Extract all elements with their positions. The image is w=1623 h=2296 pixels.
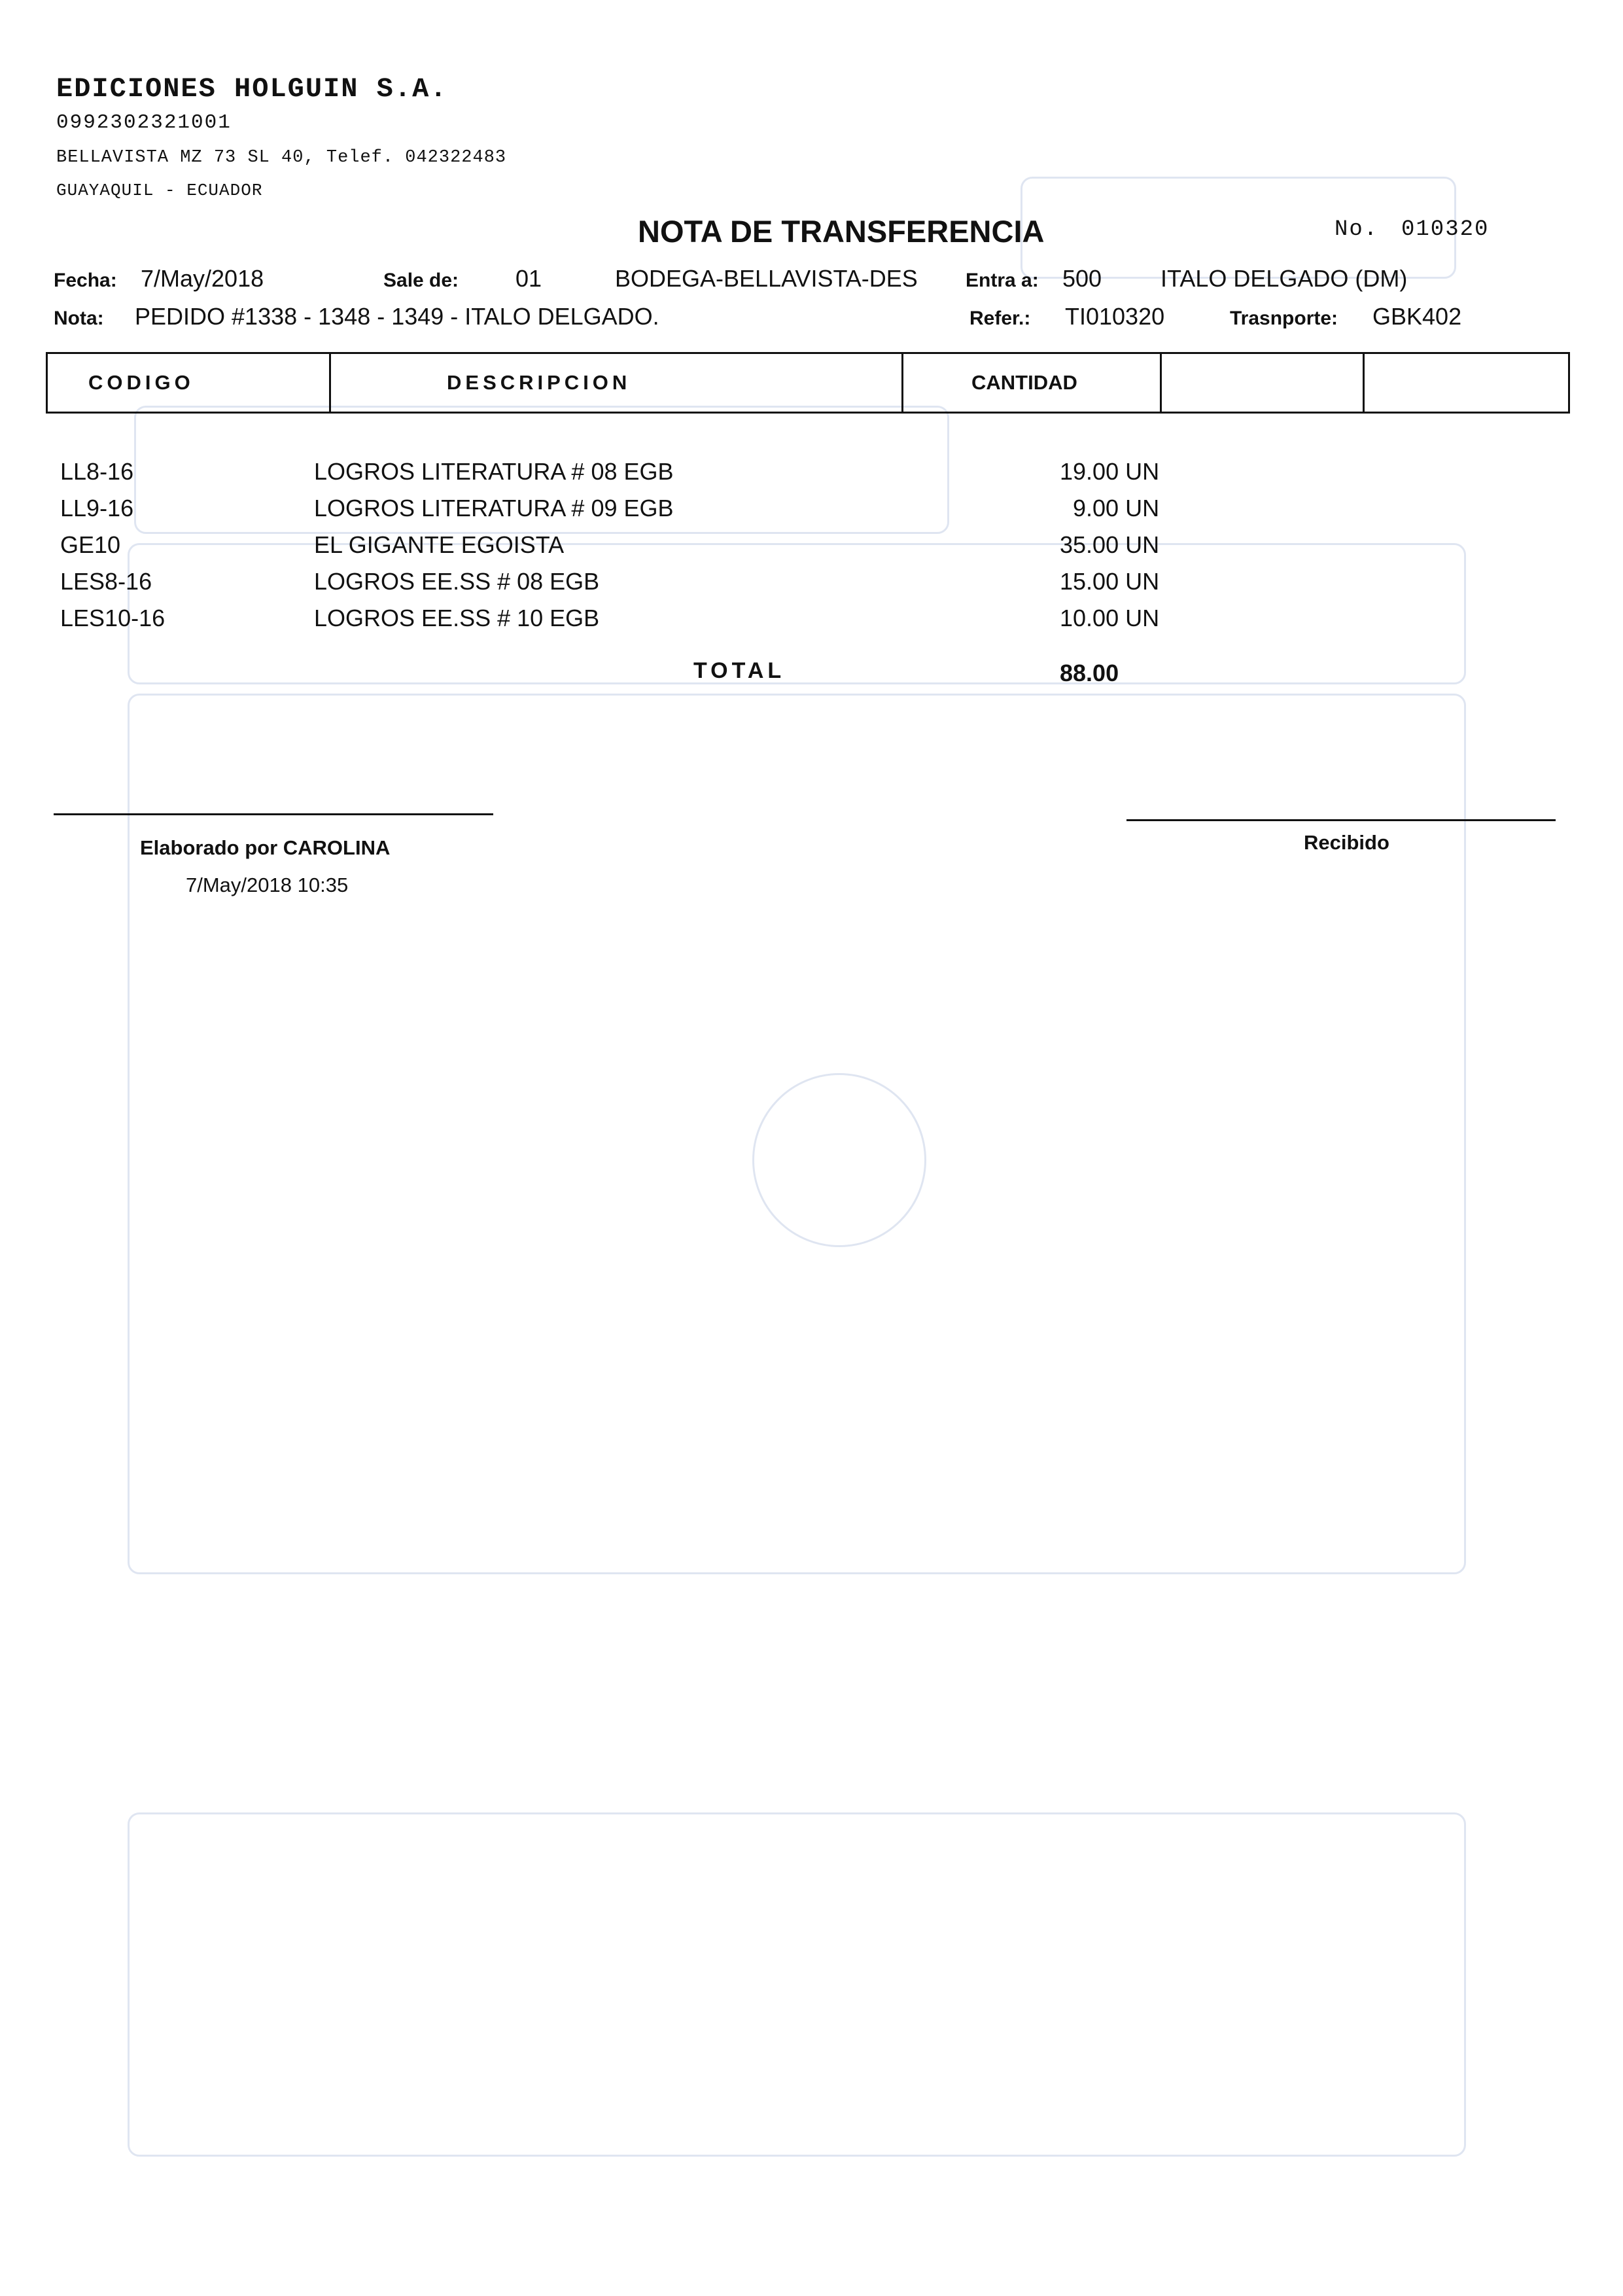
row-quantity: 35.00 UN bbox=[1060, 531, 1160, 558]
signature-line-recibido bbox=[1126, 819, 1556, 821]
row-code: GE10 bbox=[60, 531, 121, 558]
sale-de-label: Sale de: bbox=[383, 270, 459, 291]
row-code: LES10-16 bbox=[60, 605, 166, 631]
refer-value: TI010320 bbox=[1065, 303, 1165, 330]
entra-a-name: ITALO DELGADO (DM) bbox=[1161, 265, 1408, 292]
fecha-value: 7/May/2018 bbox=[141, 265, 264, 292]
company-ruc: 0992302321001 bbox=[56, 111, 232, 134]
ghost-stamp-circle bbox=[752, 1073, 926, 1247]
total-label: TOTAL bbox=[693, 658, 786, 683]
document-number-label: No. bbox=[1335, 217, 1379, 242]
elaborado-datetime: 7/May/2018 10:35 bbox=[186, 874, 349, 896]
row-quantity: 9.00 UN bbox=[1073, 495, 1160, 521]
sale-de-code: 01 bbox=[515, 265, 542, 292]
entra-a-code: 500 bbox=[1062, 265, 1102, 292]
ghost-terms-box bbox=[128, 1812, 1466, 2157]
company-name: EDICIONES HOLGUIN S.A. bbox=[56, 73, 448, 105]
table-divider bbox=[901, 354, 903, 412]
nota-label: Nota: bbox=[54, 308, 104, 329]
column-header-codigo: CODIGO bbox=[88, 371, 194, 394]
column-header-descripcion: DESCRIPCION bbox=[447, 371, 631, 394]
row-description: LOGROS EE.SS # 08 EGB bbox=[314, 568, 600, 595]
company-city: GUAYAQUIL - ECUADOR bbox=[56, 181, 263, 200]
row-code: LL8-16 bbox=[60, 458, 134, 485]
refer-label: Refer.: bbox=[969, 308, 1031, 329]
fecha-label: Fecha: bbox=[54, 270, 117, 291]
signature-line-elaborado bbox=[54, 813, 493, 815]
table-header bbox=[46, 352, 1570, 414]
row-description: LOGROS LITERATURA # 09 EGB bbox=[314, 495, 674, 521]
table-divider bbox=[1160, 354, 1162, 412]
sale-de-name: BODEGA-BELLAVISTA-DES bbox=[615, 265, 918, 292]
row-code: LES8-16 bbox=[60, 568, 152, 595]
nota-value: PEDIDO #1338 - 1348 - 1349 - ITALO DELGADO. bbox=[135, 303, 659, 330]
table-divider bbox=[1363, 354, 1365, 412]
row-code: LL9-16 bbox=[60, 495, 134, 521]
row-description: LOGROS LITERATURA # 08 EGB bbox=[314, 458, 674, 485]
ghost-invoice-box bbox=[1021, 177, 1456, 279]
row-quantity: 19.00 UN bbox=[1060, 458, 1160, 485]
row-quantity: 10.00 UN bbox=[1060, 605, 1160, 631]
transporte-label: Trasnporte: bbox=[1230, 308, 1338, 329]
row-description: LOGROS EE.SS # 10 EGB bbox=[314, 605, 600, 631]
company-address: BELLAVISTA MZ 73 SL 40, Telef. 042322483 bbox=[56, 148, 507, 168]
table-divider bbox=[329, 354, 331, 412]
elaborado-por: Elaborado por CAROLINA bbox=[140, 836, 391, 859]
document-title: NOTA DE TRANSFERENCIA bbox=[638, 214, 1045, 249]
column-header-cantidad: CANTIDAD bbox=[971, 371, 1077, 394]
row-description: EL GIGANTE EGOISTA bbox=[314, 531, 565, 558]
row-quantity: 15.00 UN bbox=[1060, 568, 1160, 595]
transporte-value: GBK402 bbox=[1372, 303, 1462, 330]
entra-a-label: Entra a: bbox=[966, 270, 1039, 291]
total-value: 88.00 bbox=[1060, 660, 1119, 686]
recibido-label: Recibido bbox=[1304, 831, 1389, 854]
document-number: 010320 bbox=[1401, 217, 1490, 242]
